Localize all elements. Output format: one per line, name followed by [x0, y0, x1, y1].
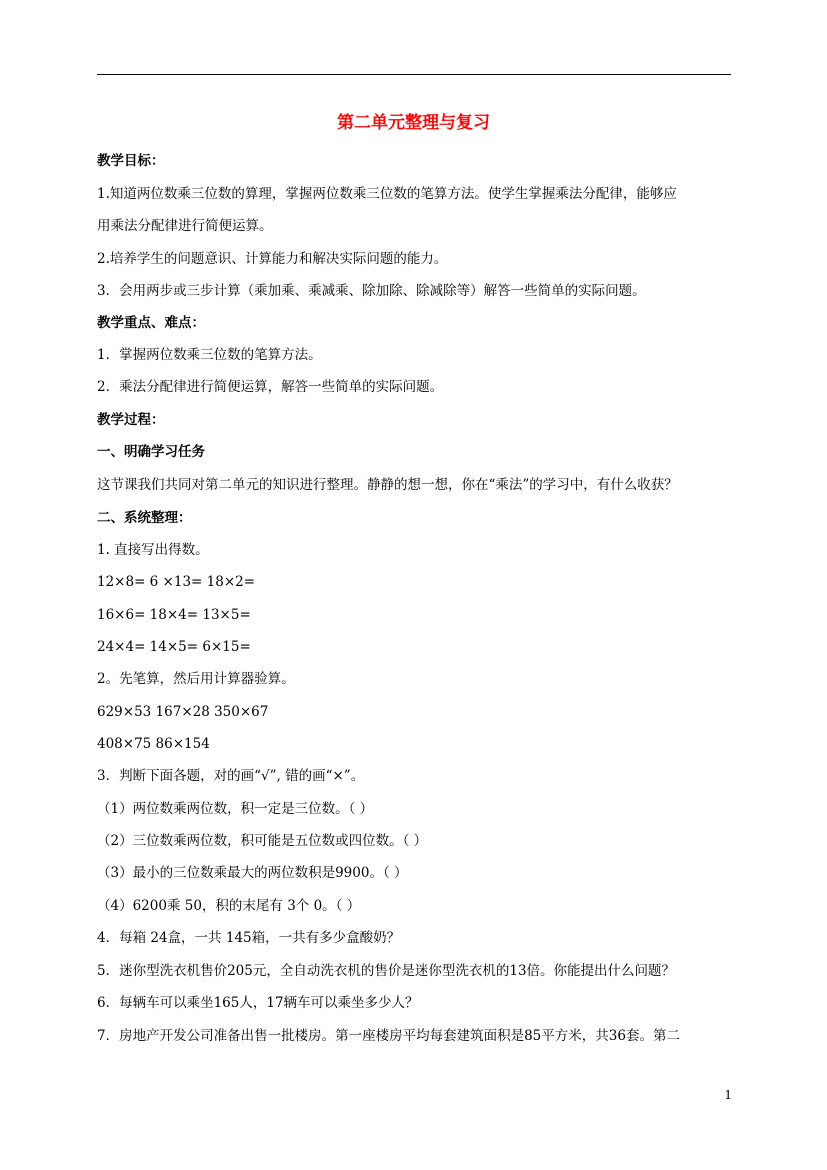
line-15: 16×6= 18×4= 13×5=	[97, 607, 251, 623]
line-13: 1. 直接写出得数。	[97, 542, 209, 558]
line-9: 教学过程：	[97, 412, 165, 428]
line-2: 1.知道两位数乘三位数的算理，掌握两位数乘三位数的笔算方法。使学生掌握乘法分配律，能够应	[97, 186, 677, 202]
line-4: 2.培养学生的问题意识、计算能力和解决实际问题的能力。	[97, 251, 448, 267]
page-number: 1	[724, 1088, 732, 1102]
line-19: 408×75 86×154	[97, 736, 210, 752]
line-18: 629×53 167×28 350×67	[97, 704, 269, 720]
line-28: 7．房地产开发公司准备出售一批楼房。第一座楼房平均每套建筑面积是85平方米，共36套。第二	[97, 1028, 680, 1044]
line-23: （3）最小的三位数乘最大的两位数积是9900。（ ）	[97, 865, 408, 881]
line-11: 这节课我们共同对第二单元的知识进行整理。静静的想一想，你在“乘法”的学习中，有什么收获？	[97, 477, 678, 493]
line-14: 12×8= 6 ×13= 18×2=	[97, 574, 256, 590]
header-rule	[97, 74, 731, 75]
line-27: 6．每辆车可以乘坐165人，17辆车可以乘坐多少人？	[97, 995, 419, 1011]
line-26: 5．迷你型洗衣机售价205元，全自动洗衣机的售价是迷你型洗衣机的13倍。你能提出什么问题？	[97, 963, 676, 979]
line-16: 24×4= 14×5= 6×15=	[97, 639, 251, 655]
line-21: （1）两位数乘两位数，积一定是三位数。（ ）	[97, 801, 374, 817]
line-17: 2。先笔算，然后用计算器验算。	[97, 671, 295, 687]
document-title: 第二单元整理与复习	[337, 113, 490, 133]
line-5: 3．会用两步或三步计算（乘加乘、乘减乘、除加除、除减除等）解答一些简单的实际问题。	[97, 283, 646, 299]
line-12: 二、系统整理：	[97, 510, 192, 526]
line-22: （2）三位数乘两位数，积可能是五位数或四位数。（ ）	[97, 833, 428, 849]
line-7: 1．掌握两位数乘三位数的笔算方法。	[97, 347, 322, 363]
line-20: 3．判断下面各题，对的画“√”, 错的画“×”。	[97, 768, 365, 784]
line-1: 教学目标：	[97, 153, 165, 169]
line-10: 一、明确学习任务	[97, 444, 205, 460]
line-3: 用乘法分配律进行简便运算。	[97, 218, 273, 234]
line-8: 2．乘法分配律进行简便运算，解答一些简单的实际问题。	[97, 379, 444, 395]
line-6: 教学重点、难点：	[97, 315, 205, 331]
line-24: （4）6200乘 50，积的末尾有 3个 0。（ ）	[97, 898, 361, 914]
line-25: 4．每箱 24盒，一共 145箱，一共有多少盒酸奶？	[97, 930, 401, 946]
